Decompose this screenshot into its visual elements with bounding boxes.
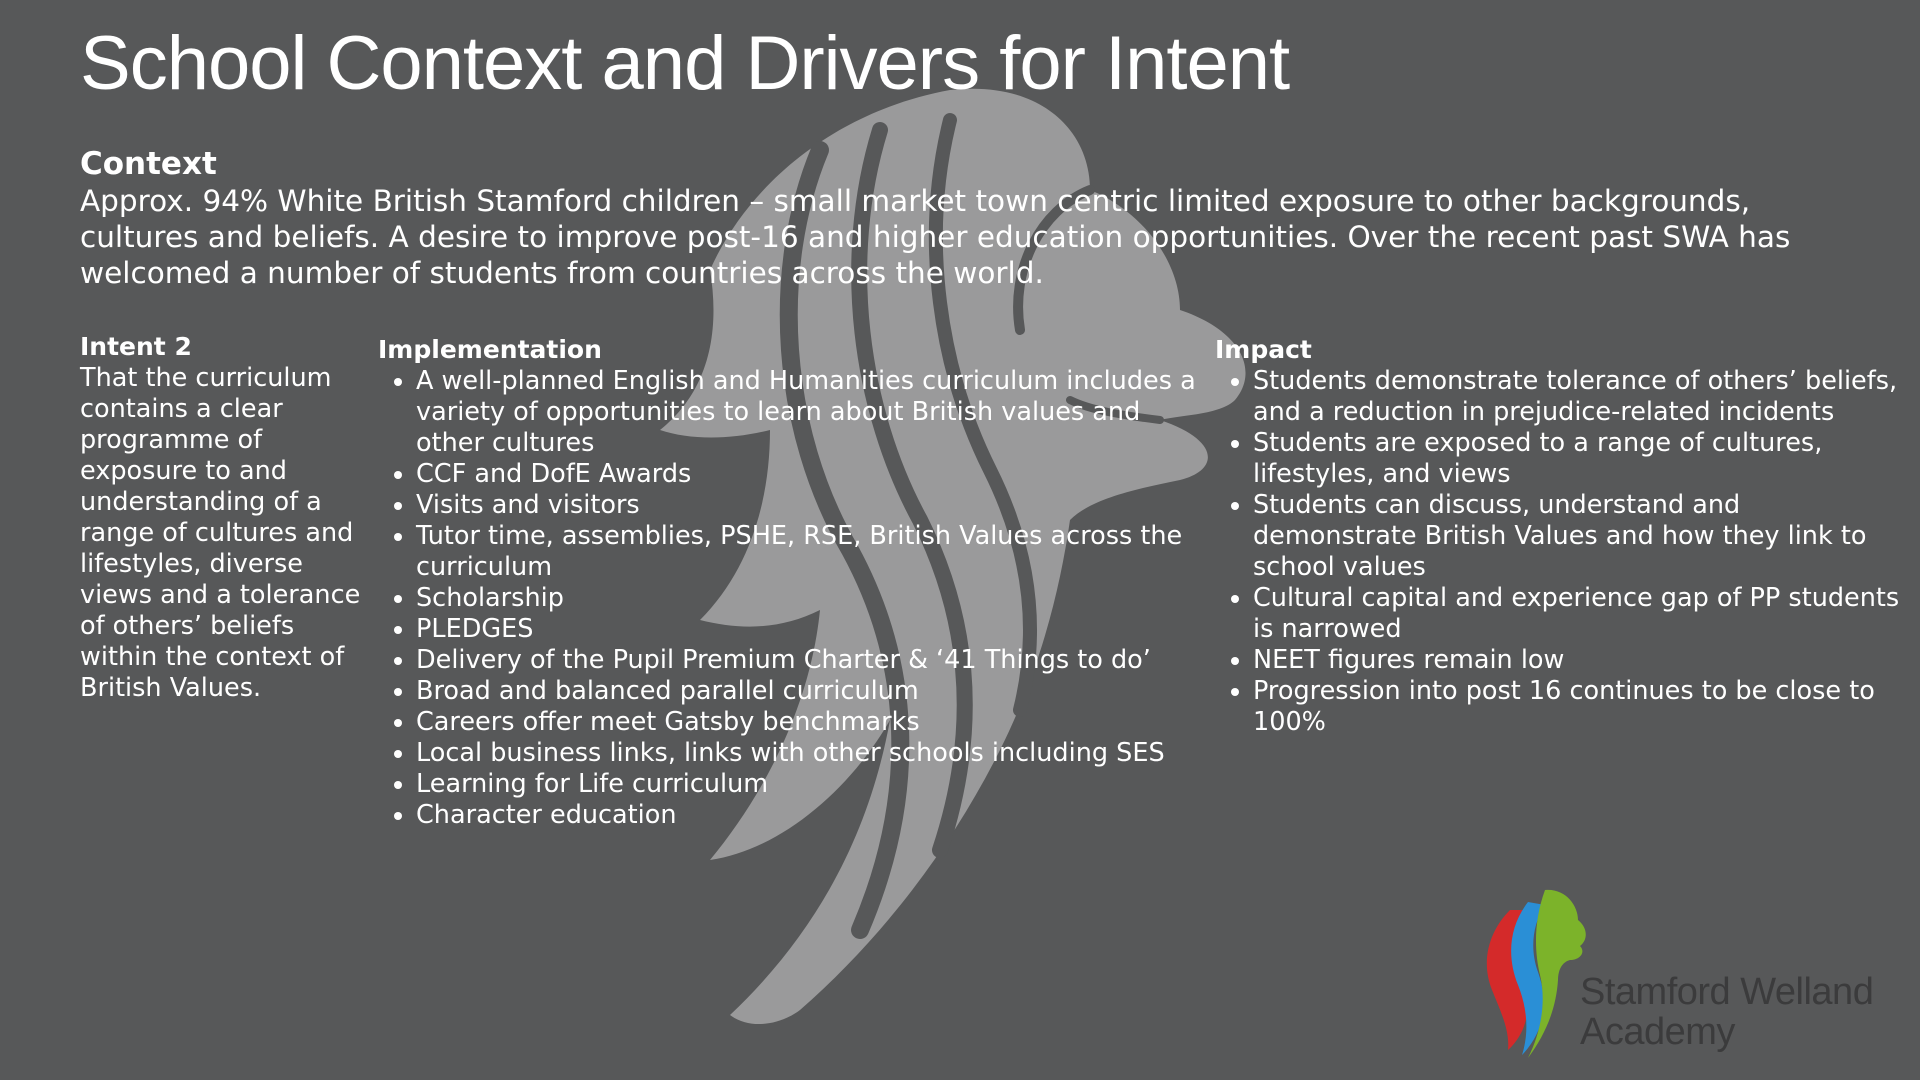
impact-heading: Impact [1215, 335, 1312, 364]
list-item: • NEET figures remain low [1253, 645, 1905, 676]
intent-text: That the curriculum contains a clear programme of exposure to and understanding of a range of cultures and lifestyles, diverse views and a tolerance of others’ beliefs within the context of British Values. [80, 363, 361, 703]
list-item: • Local business links, links with other schools including SES [416, 738, 1208, 769]
context-text: Approx. 94% White British Stamford children – small market town centric limited exposure to other backgrounds, cultures and beliefs. A desire to improve post-16 and higher education opportunities. Over the recent past SWA has welcomed a number of students from countries across the world. [80, 184, 1791, 290]
intent-heading: Intent 2 [80, 332, 192, 361]
academy-logo [1470, 880, 1890, 1060]
list-item: • Cultural capital and experience gap of PP students is narrowed [1253, 583, 1905, 645]
intent-section [80, 331, 365, 704]
academy-name-line1: Stamford Welland [1580, 971, 1874, 1013]
list-item: • PLEDGES [416, 614, 1208, 645]
list-item: • Students are exposed to a range of cultures, lifestyles, and views [1253, 428, 1905, 490]
impact-section [1215, 334, 1905, 738]
list-item: • A well-planned English and Humanities curriculum includes a variety of opportunities to learn about British values and other cultures [416, 366, 1208, 459]
context-heading: Context [80, 146, 217, 182]
list-item: • Visits and visitors [416, 490, 1208, 521]
list-item: • Character education [416, 800, 1208, 831]
list-item: • Delivery of the Pupil Premium Charter & ‘41 Things to do’ [416, 645, 1208, 676]
slide-title: School Context and Drivers for Intent [80, 21, 1290, 106]
list-item: • Students demonstrate tolerance of others’ beliefs, and a reduction in prejudice-related incidents [1253, 366, 1905, 428]
list-item: • Progression into post 16 continues to be close to 100% [1253, 676, 1905, 738]
list-item: • Students can discuss, understand and demonstrate British Values and how they link to school values [1253, 490, 1905, 583]
implementation-section [378, 334, 1208, 831]
academy-name [1580, 972, 1873, 1052]
academy-name-line2: Academy [1580, 1011, 1735, 1053]
impact-list [1215, 366, 1905, 738]
list-item: • Learning for Life curriculum [416, 769, 1208, 800]
lion-head-logo-icon [1470, 880, 1590, 1060]
list-item: • CCF and DofE Awards [416, 459, 1208, 490]
implementation-heading: Implementation [378, 335, 602, 364]
list-item: • Careers offer meet Gatsby benchmarks [416, 707, 1208, 738]
list-item: • Scholarship [416, 583, 1208, 614]
context-section [80, 145, 1870, 291]
list-item: • Broad and balanced parallel curriculum [416, 676, 1208, 707]
implementation-list [378, 366, 1208, 831]
list-item: • Tutor time, assemblies, PSHE, RSE, British Values across the curriculum [416, 521, 1208, 583]
